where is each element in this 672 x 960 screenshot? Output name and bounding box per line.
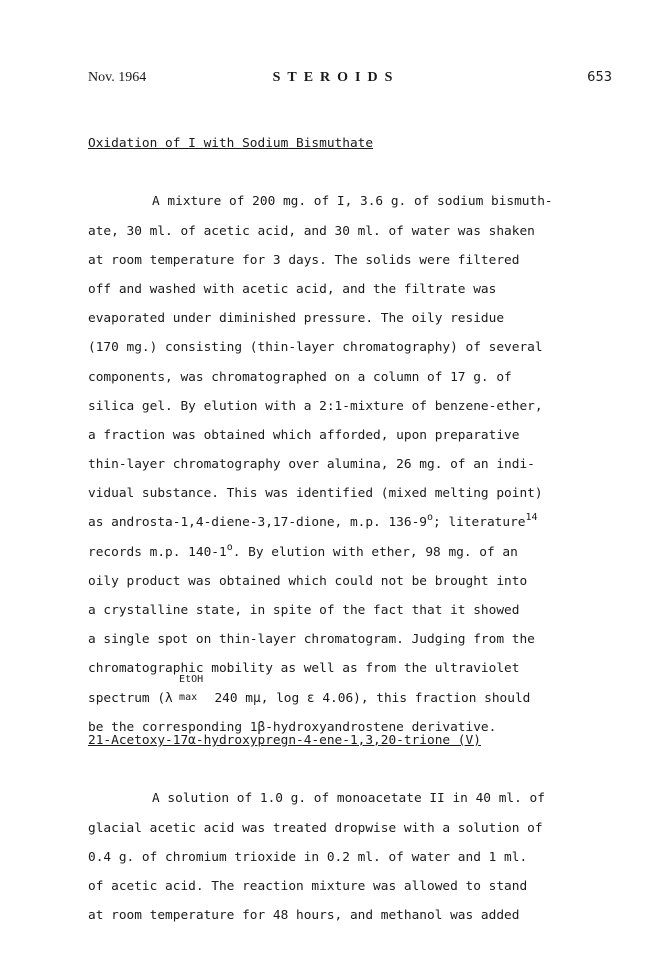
text-line: a single spot on thin-layer chromatogram. Judging from the: [88, 632, 535, 648]
text-line: (170 mg.) consisting (thin-layer chromatography) of several: [88, 340, 543, 356]
section-oxidation: [88, 129, 608, 742]
text-line: spectrum (λ EtOH max 240 mμ, log ε 4.06), this fraction should: [88, 684, 608, 713]
text-line: oily product was obtained which could not be brought into: [88, 573, 528, 589]
text-line: ate, 30 ml. of acetic acid, and 30 ml. of water was shaken: [88, 223, 535, 239]
header-date: Nov. 1964: [88, 70, 147, 85]
text-line: as androsta-1,4-diene-3,17-dione, m.p. 136-9$^o$; literature$^{14}$: [88, 512, 538, 531]
text-line: silica gel. By elution with a 2:1-mixture of benzene-ether,: [88, 398, 543, 414]
degree-sign: o: [427, 512, 434, 524]
text-line: at room temperature for 3 days. The solids were filtered: [88, 252, 520, 268]
text-line: A mixture of 200 mg. of I, 3.6 g. of sodium bismuth-: [152, 194, 553, 210]
text-line: a fraction was obtained which afforded, upon preparative: [88, 427, 520, 443]
section-heading: Oxidation of I with Sodium Bismuthate: [88, 136, 374, 151]
text-line: glacial acetic acid was treated dropwise with a solution of: [88, 820, 543, 836]
text-line: chromatographic mobility as well as from the ultraviolet: [88, 661, 520, 677]
reference-superscript: 14: [525, 512, 538, 524]
lambda-max-notation: λ EtOH max: [165, 673, 204, 706]
text-line: a crystalline state, in spite of the fact that it showed: [88, 603, 520, 618]
text-line: off and washed with acetic acid, and the filtrate was: [88, 281, 497, 297]
text-line: records m.p. 140-1$^o$. By elution with ether, 98 mg. of an: [88, 541, 518, 560]
text-line: A solution of 1.0 g. of monoacetate II in 40 ml. of: [152, 791, 545, 807]
journal-title: STEROIDS: [272, 70, 400, 85]
page-number: 653: [587, 70, 612, 85]
text-line: components, was chromatographed on a column of 17 g. of: [88, 369, 512, 385]
text-line: be the corresponding 1β-hydroxyandrostene derivative.: [88, 719, 497, 735]
text-line: of acetic acid. The reaction mixture was allowed to stand: [88, 878, 528, 894]
text-line: evaporated under diminished pressure. The oily residue: [88, 311, 505, 327]
text-line: 0.4 g. of chromium trioxide in 0.2 ml. of water and 1 ml.: [88, 849, 528, 865]
text-line: vidual substance. This was identified (mixed melting point): [88, 486, 543, 502]
degree-sign: o: [226, 541, 233, 553]
section-heading: 21-Acetoxy-17α-hydroxypregn-4-ene-1,3,20-trione (V): [88, 733, 481, 748]
text-line: thin-layer chromatography over alumina, 26 mg. of an indi-: [88, 457, 535, 473]
text-line: at room temperature for 48 hours, and methanol was added: [88, 908, 520, 924]
section-trione: [88, 726, 608, 930]
